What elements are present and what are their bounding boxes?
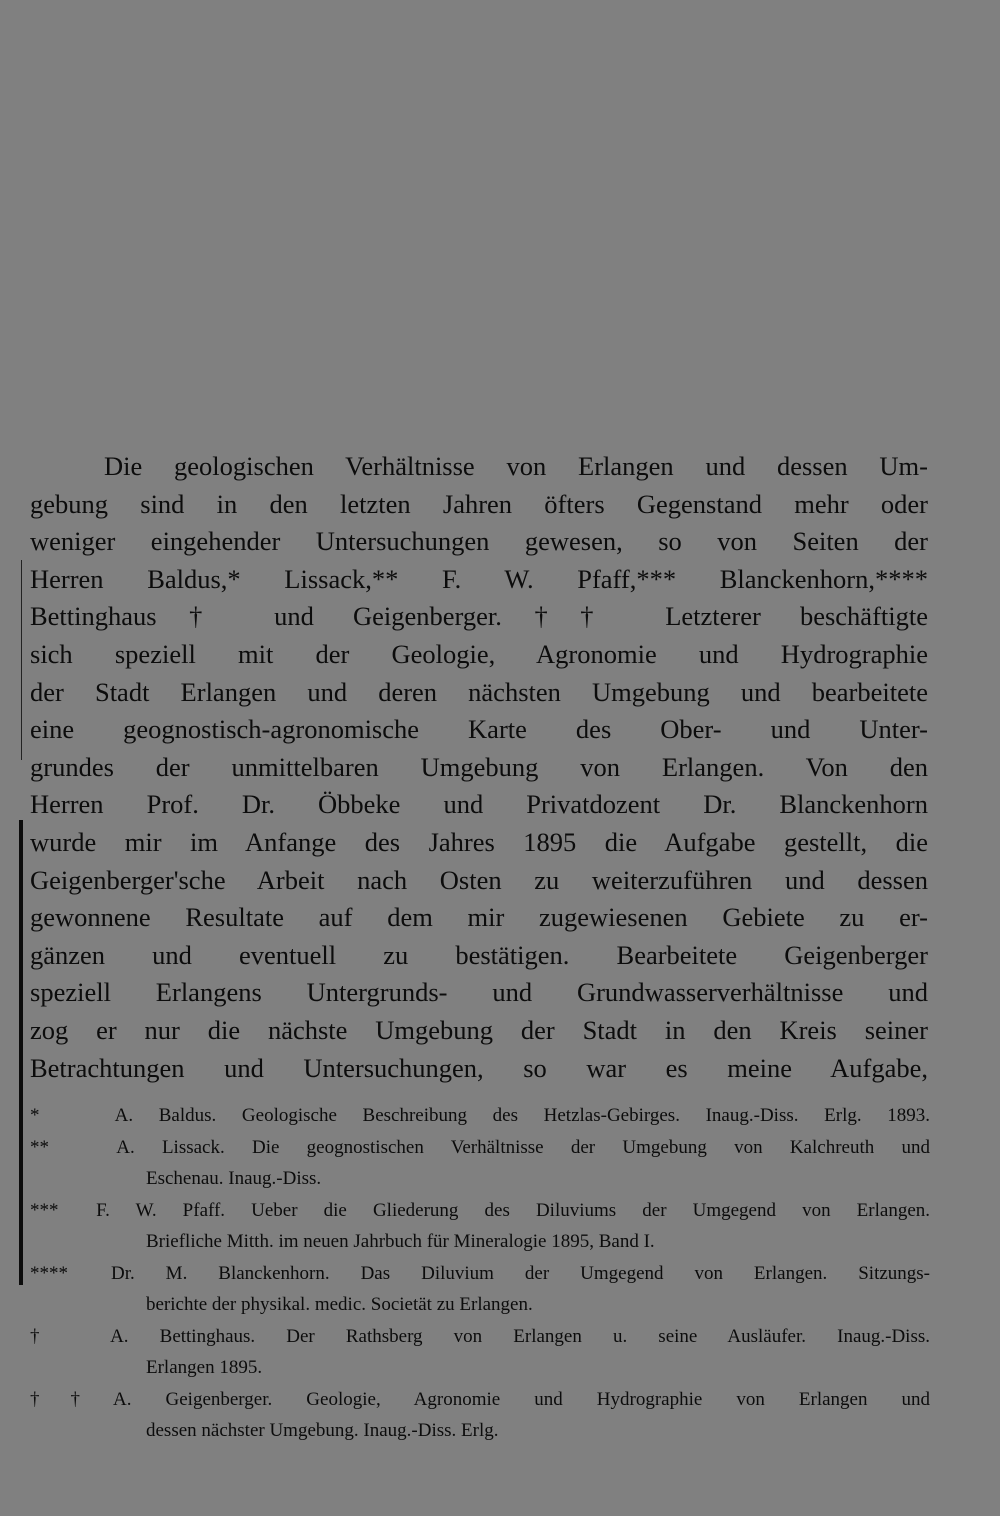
- footnote-line: dessen nächster Umgebung. Inaug.-Diss. Erlg.: [146, 1420, 499, 1441]
- paragraph-line: Bettinghaus† und Geigenberger.†† Letzterer beschäftigte: [30, 601, 928, 632]
- footnote-marker: ***: [30, 1199, 59, 1221]
- footnote-pfaff: [30, 1195, 930, 1258]
- footnote-line: Eschenau. Inaug.-Diss.: [146, 1168, 322, 1189]
- footnotes: [30, 1100, 930, 1447]
- footnote-marker: *: [30, 1105, 40, 1126]
- paragraph-line: zog er nur die nächste Umgebung der Stadt in den Kreis seiner: [30, 1014, 928, 1045]
- footnote-text: A. Lissack. Die geognostischen Verhältnisse der Umgebung von Kalchreuth und: [116, 1136, 930, 1158]
- paragraph-line: gewonnene Resultate auf dem mir zugewiesenen Gebiete zu er-: [30, 902, 928, 933]
- footnote-text: A. Baldus. Geologische Beschreibung des Hetzlas-Gebirges. Inaug.-Diss. Erlg. 1893.: [114, 1105, 930, 1126]
- paragraph-line: Geigenberger'sche Arbeit nach Osten zu weiterzuführen und dessen: [30, 864, 928, 895]
- footnote-blanckenhorn: [30, 1258, 930, 1321]
- paragraph-line: weniger eingehender Untersuchungen gewesen, so von Seiten der: [30, 526, 928, 557]
- margin-rule-thin: [21, 560, 22, 760]
- footnote-text: Dr. M. Blanckenhorn. Das Diluvium der Umgegend von Erlangen. Sitzungs-: [110, 1262, 930, 1284]
- paragraph-line: wurde mir im Anfange des Jahres 1895 die Aufgabe gestellt, die: [30, 826, 928, 857]
- footnote-line: [30, 1195, 930, 1227]
- margin-rule: [19, 820, 23, 1285]
- footnote-marker: ****: [30, 1262, 68, 1284]
- footnote-text: F. W. Pfaff. Ueber die Gliederung des Diluviums der Umgegend von Erlangen.: [96, 1199, 931, 1221]
- footnote-lissack: [30, 1132, 930, 1195]
- footnote-line: [30, 1384, 930, 1416]
- paragraph-line: Herren Prof. Dr. Öbbeke und Privatdozent Dr. Blanckenhorn: [30, 789, 928, 820]
- footnote-line: berichte der physikal. medic. Societät zu Erlangen.: [146, 1294, 533, 1315]
- footnote-bettinghaus: [30, 1321, 930, 1384]
- body-paragraph: [30, 448, 928, 1087]
- footnote-line: Erlangen 1895.: [146, 1357, 263, 1378]
- footnote-line: [30, 1258, 930, 1290]
- paragraph-line: sich speziell mit der Geologie, Agronomie und Hydrographie: [30, 638, 928, 669]
- footnote-geigenberger: [30, 1384, 930, 1447]
- paragraph-line: grundes der unmittelbaren Umgebung von Erlangen. Von den: [30, 751, 928, 782]
- paragraph-line: Betrachtungen und Untersuchungen, so war es meine Aufgabe,: [30, 1052, 928, 1083]
- footnote-baldus: [30, 1100, 930, 1132]
- paragraph-line: gebung sind in den letzten Jahren öfters Gegenstand mehr oder: [30, 488, 928, 519]
- paragraph-line: Die geologischen Verhältnisse von Erlangen und dessen Um-: [104, 451, 928, 481]
- footnote-line: [30, 1132, 930, 1164]
- footnote-marker: ††: [30, 1388, 80, 1410]
- footnote-text: A. Bettinghaus. Der Rathsberg von Erlangen u. seine Ausläufer. Inaug.-Diss.: [110, 1325, 930, 1347]
- footnote-line: Briefliche Mitth. im neuen Jahrbuch für Mineralogie 1895, Band I.: [146, 1231, 655, 1252]
- paragraph-line: Herren Baldus,* Lissack,** F. W. Pfaff,*** Blanckenhorn,****: [30, 563, 928, 594]
- paragraph-line: der Stadt Erlangen und deren nächsten Umgebung und bearbeitete: [30, 676, 928, 707]
- footnote-line: [30, 1321, 930, 1353]
- paragraph-line: speziell Erlangens Untergrunds- und Grundwasserverhältnisse und: [30, 977, 928, 1008]
- paragraph-line: eine geognostisch-agronomische Karte des Ober- und Unter-: [30, 714, 928, 745]
- footnote-text: A. Geigenberger. Geologie, Agronomie und Hydrographie von Erlangen und: [113, 1388, 931, 1410]
- paragraph-line: gänzen und eventuell zu bestätigen. Bearbeitete Geigenberger: [30, 939, 928, 970]
- footnote-marker: **: [30, 1136, 49, 1158]
- footnote-marker: †: [30, 1325, 40, 1347]
- footnote-line: [30, 1100, 930, 1132]
